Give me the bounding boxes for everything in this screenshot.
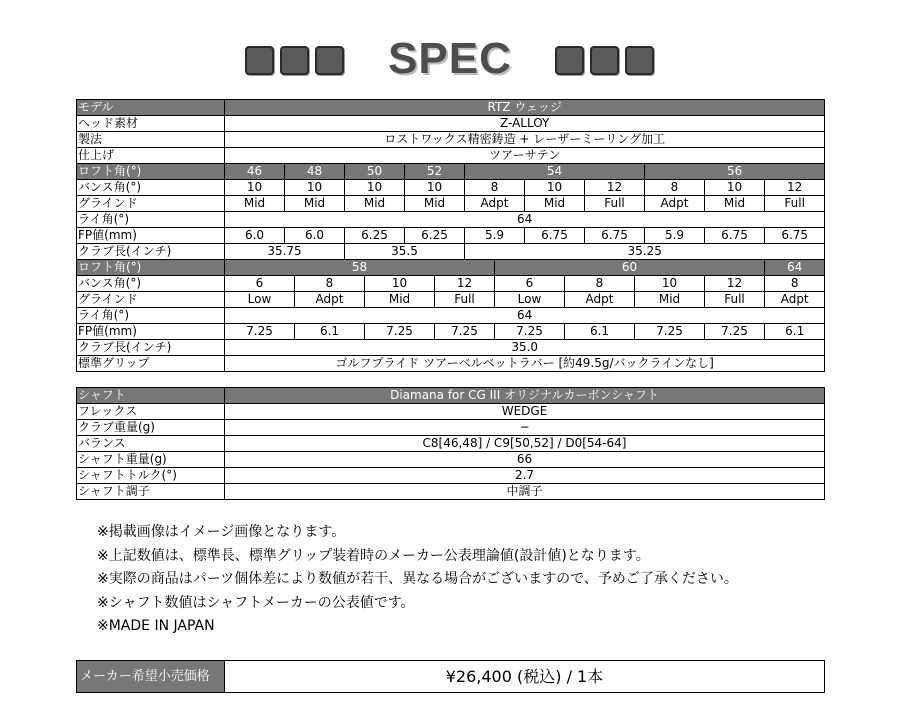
- fp-cell: 6.0: [285, 228, 345, 244]
- table-row: [77, 212, 825, 228]
- head-material-value: Z-ALLOY: [225, 116, 825, 132]
- grind-cell: Mid: [285, 196, 345, 212]
- table-row: [77, 292, 825, 308]
- length-label: クラブ長(インチ): [77, 244, 225, 260]
- loft-label: ロフト角(°): [77, 260, 225, 276]
- grind-cell: Adpt: [465, 196, 525, 212]
- bounce-cell: 10: [405, 180, 465, 196]
- table-row: [77, 164, 825, 180]
- table-row: [77, 180, 825, 196]
- lie-value: 64: [225, 212, 825, 228]
- bounce-cell: 12: [765, 180, 825, 196]
- head-material-label: ヘッド素材: [77, 116, 225, 132]
- bounce-label: バンス角(°): [77, 180, 225, 196]
- fp-cell: 7.25: [365, 324, 435, 340]
- finish-value: ツアーサテン: [225, 148, 825, 164]
- bounce-cell: 10: [225, 180, 285, 196]
- fp-cell: 6.0: [225, 228, 285, 244]
- table-row: [77, 260, 825, 276]
- fp-cell: 7.25: [435, 324, 495, 340]
- loft-cell: 50: [345, 164, 405, 180]
- decor-square-icon: [280, 46, 309, 75]
- price-label: メーカー希望小売価格: [77, 661, 225, 692]
- length-label: クラブ長(インチ): [77, 340, 225, 356]
- fp-cell: 6.1: [565, 324, 635, 340]
- fp-cell: 6.25: [345, 228, 405, 244]
- fp-cell: 6.75: [585, 228, 645, 244]
- page-title: SPEC: [388, 34, 512, 83]
- length-value: 35.0: [225, 340, 825, 356]
- bounce-cell: 10: [285, 180, 345, 196]
- table-row: [77, 100, 825, 116]
- grind-cell: Adpt: [765, 292, 825, 308]
- spec-heading: [0, 34, 900, 84]
- balance-label: バランス: [77, 436, 225, 452]
- fp-cell: 5.9: [645, 228, 705, 244]
- loft-cell: 60: [495, 260, 765, 276]
- club-weight-label: クラブ重量(g): [77, 420, 225, 436]
- loft-cell: 52: [405, 164, 465, 180]
- grind-label: グラインド: [77, 196, 225, 212]
- flex-value: WEDGE: [225, 404, 825, 420]
- bounce-cell: 12: [705, 276, 765, 292]
- fp-label: FP値(mm): [77, 324, 225, 340]
- grind-cell: Low: [495, 292, 565, 308]
- decor-square-icon: [590, 46, 619, 75]
- table-row: [77, 132, 825, 148]
- note-item: ※掲載画像はイメージ画像となります。: [97, 524, 346, 540]
- kick-point-value: 中調子: [225, 484, 825, 500]
- grind-label: グラインド: [77, 292, 225, 308]
- model-value: RTZ ウェッジ: [225, 100, 825, 116]
- grind-cell: Mid: [405, 196, 465, 212]
- finish-label: 仕上げ: [77, 148, 225, 164]
- fp-cell: 7.25: [635, 324, 705, 340]
- spec-table: [76, 99, 825, 372]
- grind-cell: Mid: [525, 196, 585, 212]
- fp-cell: 6.75: [705, 228, 765, 244]
- note-item: ※実際の商品はパーツ個体差により数値が若干、異なる場合がございますので、予めご了承ください。: [97, 571, 738, 587]
- shaft-table: [76, 387, 825, 500]
- notes: [97, 521, 738, 639]
- loft-label: ロフト角(°): [77, 164, 225, 180]
- fp-cell: 7.25: [495, 324, 565, 340]
- fp-cell: 7.25: [705, 324, 765, 340]
- fp-cell: 6.1: [295, 324, 365, 340]
- price-box: [76, 660, 825, 693]
- table-row: [77, 340, 825, 356]
- grind-cell: Full: [435, 292, 495, 308]
- grip-label: 標準グリップ: [77, 356, 225, 372]
- note-item: ※MADE IN JAPAN: [97, 618, 215, 634]
- flex-label: フレックス: [77, 404, 225, 420]
- fp-cell: 6.1: [765, 324, 825, 340]
- bounce-cell: 12: [435, 276, 495, 292]
- lie-value: 64: [225, 308, 825, 324]
- decor-square-icon: [245, 46, 274, 75]
- table-row: [77, 228, 825, 244]
- fp-cell: 6.25: [405, 228, 465, 244]
- grind-cell: Adpt: [295, 292, 365, 308]
- table-row: [77, 436, 825, 452]
- table-row: [77, 196, 825, 212]
- process-label: 製法: [77, 132, 225, 148]
- bounce-cell: 10: [525, 180, 585, 196]
- length-cell: 35.25: [465, 244, 825, 260]
- shaft-label: シャフト: [77, 388, 225, 404]
- table-row: [77, 388, 825, 404]
- table-row: [77, 484, 825, 500]
- fp-label: FP値(mm): [77, 228, 225, 244]
- loft-cell: 48: [285, 164, 345, 180]
- table-row: [77, 324, 825, 340]
- shaft-weight-label: シャフト重量(g): [77, 452, 225, 468]
- table-row: [77, 468, 825, 484]
- club-weight-value: −: [225, 420, 825, 436]
- decor-square-icon: [625, 46, 654, 75]
- table-row: [77, 404, 825, 420]
- grind-cell: Adpt: [645, 196, 705, 212]
- shaft-weight-value: 66: [225, 452, 825, 468]
- loft-cell: 46: [225, 164, 285, 180]
- grind-cell: Mid: [365, 292, 435, 308]
- table-row: [77, 116, 825, 132]
- loft-cell: 58: [225, 260, 495, 276]
- table-row: [77, 356, 825, 372]
- table-row: [77, 276, 825, 292]
- grind-cell: Adpt: [565, 292, 635, 308]
- grind-cell: Low: [225, 292, 295, 308]
- loft-cell: 54: [465, 164, 645, 180]
- bounce-cell: 8: [645, 180, 705, 196]
- loft-cell: 56: [645, 164, 825, 180]
- fp-cell: 5.9: [465, 228, 525, 244]
- decor-square-icon: [555, 46, 584, 75]
- bounce-cell: 10: [365, 276, 435, 292]
- bounce-cell: 10: [345, 180, 405, 196]
- table-row: [77, 308, 825, 324]
- model-label: モデル: [77, 100, 225, 116]
- length-cell: 35.5: [345, 244, 465, 260]
- table-row: [77, 452, 825, 468]
- torque-value: 2.7: [225, 468, 825, 484]
- fp-cell: 7.25: [225, 324, 295, 340]
- grind-cell: Mid: [635, 292, 705, 308]
- bounce-cell: 8: [765, 276, 825, 292]
- grind-cell: Mid: [225, 196, 285, 212]
- lie-label: ライ角(°): [77, 308, 225, 324]
- grind-cell: Full: [765, 196, 825, 212]
- bounce-cell: 6: [495, 276, 565, 292]
- length-cell: 35.75: [225, 244, 345, 260]
- kick-point-label: シャフト調子: [77, 484, 225, 500]
- lie-label: ライ角(°): [77, 212, 225, 228]
- fp-cell: 6.75: [525, 228, 585, 244]
- price-value: ¥26,400 (税込) / 1本: [445, 667, 604, 686]
- table-row: [77, 148, 825, 164]
- grind-cell: Full: [585, 196, 645, 212]
- decor-square-icon: [315, 46, 344, 75]
- loft-cell: 64: [765, 260, 825, 276]
- shaft-value: Diamana for CG III オリジナルカーボンシャフト: [225, 388, 825, 404]
- bounce-cell: 10: [635, 276, 705, 292]
- bounce-cell: 6: [225, 276, 295, 292]
- bounce-cell: 8: [565, 276, 635, 292]
- grind-cell: Mid: [705, 196, 765, 212]
- fp-cell: 6.75: [765, 228, 825, 244]
- bounce-cell: 8: [295, 276, 365, 292]
- bounce-cell: 8: [465, 180, 525, 196]
- grind-cell: Full: [705, 292, 765, 308]
- note-item: ※上記数値は、標準長、標準グリップ装着時のメーカー公表理論値(設計値)となります。: [97, 547, 650, 564]
- bounce-cell: 12: [585, 180, 645, 196]
- process-value: ロストワックス精密鋳造 + レーザーミーリング加工: [225, 132, 825, 148]
- grip-value: ゴルフプライド ツアーベルベットラバー [約49.5g/バックラインなし]: [225, 356, 825, 372]
- torque-label: シャフトトルク(°): [77, 468, 225, 484]
- table-row: [77, 244, 825, 260]
- note-item: ※シャフト数値はシャフトメーカーの公表値です。: [97, 594, 415, 611]
- bounce-cell: 10: [705, 180, 765, 196]
- grind-cell: Mid: [345, 196, 405, 212]
- balance-value: C8[46,48] / C9[50,52] / D0[54-64]: [225, 436, 825, 452]
- bounce-label: バンス角(°): [77, 276, 225, 292]
- table-row: [77, 420, 825, 436]
